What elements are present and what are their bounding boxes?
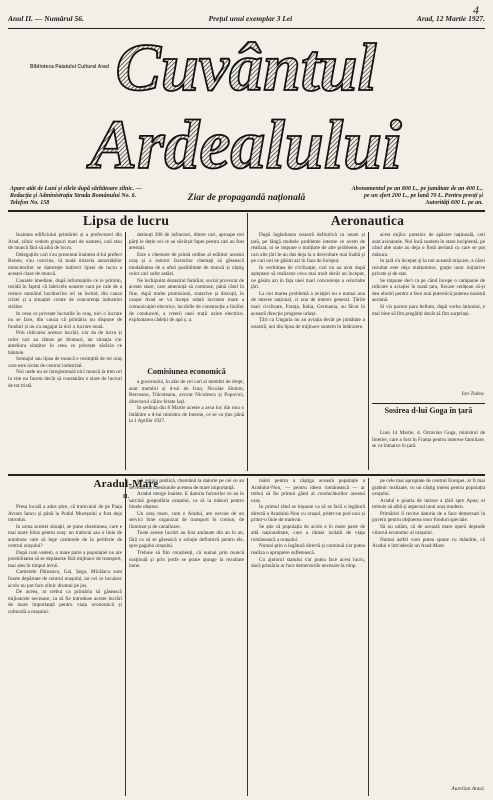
paragraph: Prin ridicarea acestor lucrări, s'ar da de lucru și celor cari au rămas pe drumuri, iar situația s'ar ameliora simțitor în ceea ce privește sărăcia ce bântuie. [8, 330, 122, 356]
paragraph: Se știe că populația de acolo e în mare parte de altă naționalitate, care a rămas izolată de viața românească a orașului. [251, 523, 365, 543]
masthead-title-line2: Ardealului [90, 107, 402, 180]
article-comisiunea-body [129, 379, 244, 469]
header-rule [8, 28, 485, 29]
article-aradul-col4 [372, 478, 485, 784]
paragraph: a guvernului, în afar de cei cari ai membri de drept, sunt membri și d-nii de Ivan, Nicolae Sîntion, Berceanu, Trăcoteanu, avocat Nicolescu și Popovici, directorul căilor ferate Iașl. [129, 379, 244, 405]
column-divider [247, 478, 248, 796]
paragraph: Inainteа edificiului primăriei și a prefecturei din Arad, zilnic vedem grupuri mari de oameni, cari stau de muncă fără să aibă de lucru. [8, 232, 122, 252]
paragraph: Să nu uităm, că de această mare operă depinde viitorul economic al orașului. [372, 523, 485, 537]
article-aradul-col3 [251, 478, 365, 794]
paragraph: De aceea, ar trebui ca primăria să găsească mijloacele necesare, ca să fie introduse aceste lucrări de mare importanță pentru viața economică și culturală a orașului. [8, 589, 122, 615]
section-rule [8, 474, 485, 476]
paragraph: Primăriei îi revine datoria de a face demersuri la guvern pentru obținerea unor fonduri speciale. [372, 510, 485, 524]
paragraph: In urma acestei situații, se pune chestiunea, care e mai mare folos pentru oraș: un tramvai sau o linie de autobuze care să lege cartierele de la periferie de centrul orașului? [8, 523, 122, 550]
paragraph: Noi unde nu se înregistrează nici muncă la tren ori la vite nu facem decât să constatăm o stare de lucruri de tot tristă. [8, 369, 122, 389]
place-date: Arad, 12 Martie 1927. [416, 14, 485, 23]
article-aeronautica-col2 [372, 232, 485, 390]
paragraph: Numai astfel vom putea spune cu mândrie, că Aradul e într'adevăr un Arad-Mare. [372, 536, 485, 550]
article-sosirea-body [372, 430, 485, 470]
paragraph: Presa locală a adus știre, că tramvaiul de pe Piața Avram Iancu și până la Podul Mureșului a fost deja introdus. [8, 504, 122, 524]
paragraph: pe cele mai apropiate de centrul Europei, ar fi mai grabnic realizate, cu un câștig imens pentru populația orașului. [372, 478, 485, 498]
paragraph: In ședința din 8 Martie aceste a avut loc din nou o întâlnire a d-lui ministru de Interne, ce se va ține până la 1 Aprilie 1927. [129, 405, 244, 425]
subscription-info: Abonamentul pe an 800 L., pe jumătate de an 400 L., pe un sfert 200 L., pe lună 70 L. Pentru preoți și Autorități 600 L. pe an. [351, 186, 483, 207]
paragraph: Ne închipuim dezastrul familiar, social provocat de aceste stare, care amenință să continue, până când în fine, după multe promisiuni, trataтive și discuții, în orașul Arad se va începe odată lucrarea mare a comunicației electrice, lucrările de construcție a liniilor de conducere, a creerii unei stații uzine electrice, exploatarea cădeții de apă ș. a. [129, 277, 244, 324]
paragraph: Luni 14 Martie, d. Octavian Goga, ministrul de Interne, care a fost în Franța pentru interese familiare, se va întoarce în țară. [372, 430, 485, 450]
paragraph: Cu ajutorul statului s'ar putea face acest lucru, dacă primăria ar face demersurile necesare la timp. [251, 556, 365, 570]
author-todea: Ion Todea. [461, 391, 485, 397]
article-aradul-col2 [129, 478, 244, 794]
masthead [20, 30, 473, 180]
author-antal: Aurelian Antal. [451, 786, 485, 792]
paragraph: mărit pentru a câștiga această populație a Aradului-Nou, — pentru ideea românească — ar trebui să fie primul gând al conducătorilor acestui oraș. [251, 478, 365, 504]
article-title-comisiunea: Comisiunea economică [147, 367, 226, 376]
paragraph: Si vis pacem para bellum, după vorba latinului, e mai bine să fim pregătiți decât să fim surprinși. [372, 304, 485, 317]
paragraph: Se impune deci ca pe când începe o campanie de ridicare a aviației în toată țara, fiecare cetățean să-și dea obolul pentru a face mai puternică puterea noastră aeriană. [372, 277, 485, 304]
header-line [8, 14, 485, 28]
tagline: Ziar de propagandă națională [187, 193, 306, 203]
paragraph: In ceea ce privește lucrurile în oraș, nici o lucrare nu se face, din cauza că primăria nu dispune de fonduri și nu s'a angajat la nici o lucrare nouă. [8, 310, 122, 330]
article-title-lipsa: Lipsa de lucru [82, 213, 170, 228]
column-divider [125, 478, 126, 796]
price-line: Prețul unui exemplar 3 Lei [208, 14, 293, 23]
article-lipsa-col1 [8, 232, 122, 472]
article-title-sosirea: Sosirea d-lui Goga în țară [384, 406, 473, 415]
article-aradul-part: II. [122, 494, 130, 500]
paragraph: In vechimea de civilizație, cari nu au avut după așteptare să realizeze ceva mai mult decât un început, ne găsim azi în fața unei mari concurențe a celorlalte țări. [251, 264, 365, 291]
paragraph: Aradul merge înainte. E datoria factorilor ce au în sarcină gospodăria orașului, ca să ia măsuri pentru binele obștesc. [129, 491, 244, 511]
paragraph: Trebuie să fim conștienți, că numai prin muncă susținută și prin jertfe se poate ajunge la rezultate bune. [129, 550, 244, 570]
paragraph: Aradul e poarta de intrare a țării spre Apus; el trebuie să aibă și aspectul unui oraș modern. [372, 497, 485, 511]
paragraph: Cauzele imediate, după informațiile ce le primim, rezidă în faptul că fabricele noastre sunt pe cale de a reduce numărul lucrătorilor ori se închid, din cauza crizei și a situației create de concurența industriei străine. [8, 277, 122, 311]
paragraph: In țară s'a început și la noi această mișcare, a cărei rezultat este deja mulțumitor, grație unor inițiative private și de stat. [372, 258, 485, 278]
paragraph: Numai prin o legătură directă și continuă s'ar putea realiza o apropiere sufletească. [251, 543, 365, 557]
masthead-title [20, 30, 473, 180]
article-lipsa-col2 [129, 232, 244, 362]
paragraph: Toate aceste lucrări au fost amânate din an în an, fără ca să se găsească o soluție definitivă pentru ele, spre paguba orașului. [129, 530, 244, 550]
paragraph: In primul rând se impune ca să se facă o legătură directă a Aradului-Nou cu orașul, printr-un pod nou și printr-o linie de tramvai. [251, 504, 365, 524]
article-title-aradul: Aradul-Mare [93, 478, 159, 490]
article-title-aeronautica: Aeronautica [330, 213, 405, 228]
issue-number: Anul II. — Numărul 56. [8, 14, 84, 23]
paragraph: Țări ca Ungaria nu au aviația decât pe jumătate a noastră, noi din lipsa de mijloace suntem în întârziere. [251, 317, 365, 330]
paragraph: ută opinia publică, chemând la datorie pe cei ce au de rezolvat chestiunile acestea de mare importanță. [129, 478, 244, 491]
column-divider [125, 232, 126, 470]
section-divider [247, 213, 248, 471]
paragraph: Somajul sau lipsa de muncă e resimțită de tot oraș care este izolat de centrul industrial. [8, 356, 122, 369]
column-divider [368, 232, 369, 470]
page-number-mark: 4 [473, 3, 479, 17]
paragraph: detinuți 286 de infractori, dintre cari, aproape trei părți le dețin cei ce au săvârșit fapte pentru cari au fost arestați. [129, 232, 244, 252]
paragraph: Un oraș mare, cum e Aradul, are nevoie de un servici bine organizat de transport în comun, de iluminat și de canalizare. [129, 510, 244, 530]
paragraph: După înghebarea noastră definitivă ca neam și țară, pe lângă multele probleme interne ce avem de realizat, ni se impune o mulțime de alte probleme, pe cari alte țări le-au dus deja la o desvoltare mai înaltă și pe cari noi ne găsim azi în faza de început. [251, 232, 365, 265]
paragraph: Cartierele Pârneava, Gai, Șega, Micălaca sunt foarte depărtate de centrul orașului, iar cei ce locuiesc acolo nu pot face zilnic drumul pe jos. [8, 569, 122, 589]
paragraph: La noi marea problemă a aviației nu e numai una de interes național, ci una de interes general. Țările mari civilizate, Franța, Italia, Germania, au făcut în această direcție progrese uriașe. [251, 290, 365, 317]
masthead-rule [8, 210, 485, 212]
paragraph: După cum vedem, o mare parte a populației nu are posibilitatea să se deplaseze fără mijloace de transport, mai ales în timpul iernii. [8, 549, 122, 569]
library-stamp: Biblioteca Palatului Cultural Arad [30, 64, 109, 70]
box-rule [372, 403, 485, 404]
column-divider [368, 478, 369, 796]
paragraph: Delegațiile cari s'au prezentat înaintea d-lui prefect Boneu, s'au convins, că toată mizeria autorităților muncitorilor se datorește indirect lipsei de lucru a acestei clase de muncă. [8, 251, 122, 278]
paragraph: Este o chemare de primă ordine al edilitor acestui oraș și a tuturor factorilor chemați să găsească modalitatea de a oferi posibilitate de muncă și câștig celor cari sufer astăzi. [129, 251, 244, 278]
article-aradul-col1 [8, 504, 122, 794]
article-aeronautica-col1 [251, 232, 365, 472]
masthead-title-line1: Cuvântul [115, 30, 377, 105]
publisher-info: Apare atât de Luni și zilele după sărbătoare zilnic. — Redacția și Administrația Strada Românului No. 6. Telefon No. 158 [10, 186, 142, 207]
paragraph: acest mijloc puternic de apărare națională, cari sunt avioanele. Noi încă suntem în stare incipientă, pe când alte state au deja o flotă aeriană cu care se pot măsura. [372, 232, 485, 258]
